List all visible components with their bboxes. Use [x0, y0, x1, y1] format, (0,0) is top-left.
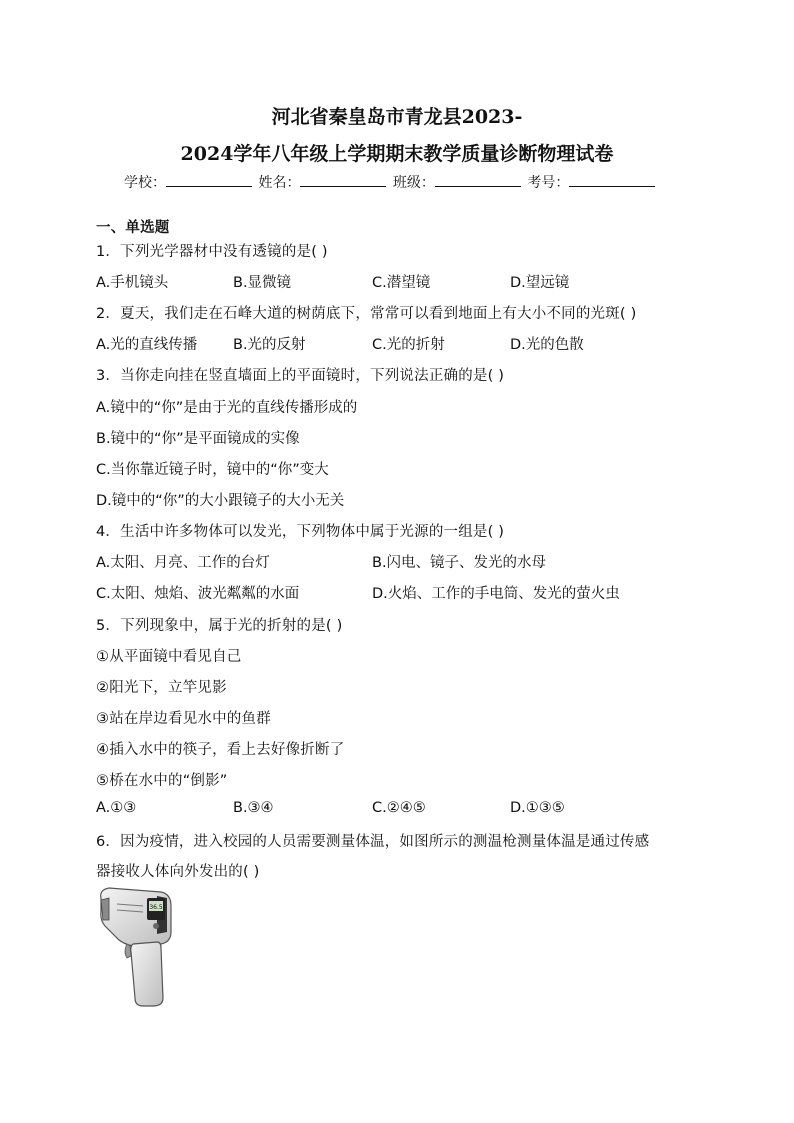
q5-option-c[interactable]: C.②④⑤ [372, 800, 426, 816]
q1-option-b[interactable]: B.显微镜 [233, 275, 292, 291]
thermometer-trigger [125, 944, 131, 958]
question-5-stem: 5．下列现象中，属于光的折射的是( ) [96, 618, 343, 634]
question-3-stem: 3．当你走向挂在竖直墙面上的平面镜时，下列说法正确的是( ) [96, 368, 505, 384]
thermometer-button [153, 923, 159, 929]
q4-option-c[interactable]: C.太阳、烛焰、波光粼粼的水面 [96, 586, 300, 602]
question-4-stem: 4．生活中许多物体可以发光，下列物体中属于光源的一组是( ) [96, 524, 505, 540]
q5-item-3: ③站在岸边看见水中的鱼群 [96, 711, 271, 727]
q5-item-2: ②阳光下，立竿见影 [96, 680, 227, 696]
q2-option-a[interactable]: A.光的直线传播 [96, 337, 198, 353]
q3-option-a[interactable]: A.镜中的“你”是由于光的直线传播形成的 [96, 400, 358, 416]
q3-option-d[interactable]: D.镜中的“你”的大小跟镜子的大小无关 [96, 493, 345, 509]
title-line-1: 河北省秦皇岛市青龙县2023- [271, 106, 523, 128]
q5-option-d[interactable]: D.①③⑤ [510, 800, 565, 816]
school-label: 学校： [124, 175, 166, 191]
q3-option-c[interactable]: C.当你靠近镜子时，镜中的“你”变大 [96, 462, 329, 478]
q5-option-b[interactable]: B.③④ [233, 800, 274, 816]
title-line-2: 2024学年八年级上学期期末教学质量诊断物理试卷 [180, 143, 614, 165]
name-blank[interactable] [300, 174, 386, 187]
question-1-stem: 1．下列光学器材中没有透镜的是( ) [96, 244, 328, 260]
q1-option-a[interactable]: A.手机镜头 [96, 275, 169, 291]
q5-item-5: ⑤桥在水中的“倒影” [96, 773, 228, 789]
school-blank[interactable] [166, 174, 252, 187]
section-heading: 一、单选题 [96, 220, 170, 236]
thermometer-reading: 36.5 [149, 904, 163, 911]
q1-option-c[interactable]: C.潜望镜 [372, 275, 431, 291]
student-info-row [124, 172, 657, 192]
question-6-stem-line-2: 器接收人体向外发出的( ) [96, 864, 260, 880]
q5-item-1: ①从平面镜中看见自己 [96, 649, 242, 665]
name-label: 姓名： [258, 175, 301, 191]
q4-option-a[interactable]: A.太阳、月亮、工作的台灯 [96, 555, 270, 571]
q4-option-d[interactable]: D.火焰、工作的手电筒、发光的萤火虫 [372, 586, 620, 602]
q5-option-a[interactable]: A.①③ [96, 800, 137, 816]
q5-item-4: ④插入水中的筷子，看上去好像折断了 [96, 742, 345, 758]
q3-option-b[interactable]: B.镜中的“你”是平面镜成的实像 [96, 431, 300, 447]
class-label: 班级： [392, 175, 435, 191]
question-6-stem-line-1: 6．因为疫情，进入校园的人员需要测量体温，如图所示的测温枪测量体温是通过传感 [96, 834, 650, 850]
question-2-stem: 2．夏天，我们走在石峰大道的树荫底下，常常可以看到地面上有大小不同的光斑( ) [96, 306, 637, 322]
q2-option-d[interactable]: D.光的色散 [510, 337, 584, 353]
exam-no-blank[interactable] [569, 174, 655, 187]
class-blank[interactable] [435, 174, 521, 187]
q1-option-d[interactable]: D.望远镜 [510, 275, 570, 291]
thermometer-gun-image [97, 886, 175, 1008]
q2-option-b[interactable]: B.光的反射 [233, 337, 306, 353]
thermometer-handle [131, 942, 163, 1006]
q4-option-b[interactable]: B.闪电、镜子、发光的水母 [372, 555, 547, 571]
q2-option-c[interactable]: C.光的折射 [372, 337, 445, 353]
exam-no-label: 考号： [527, 175, 570, 191]
